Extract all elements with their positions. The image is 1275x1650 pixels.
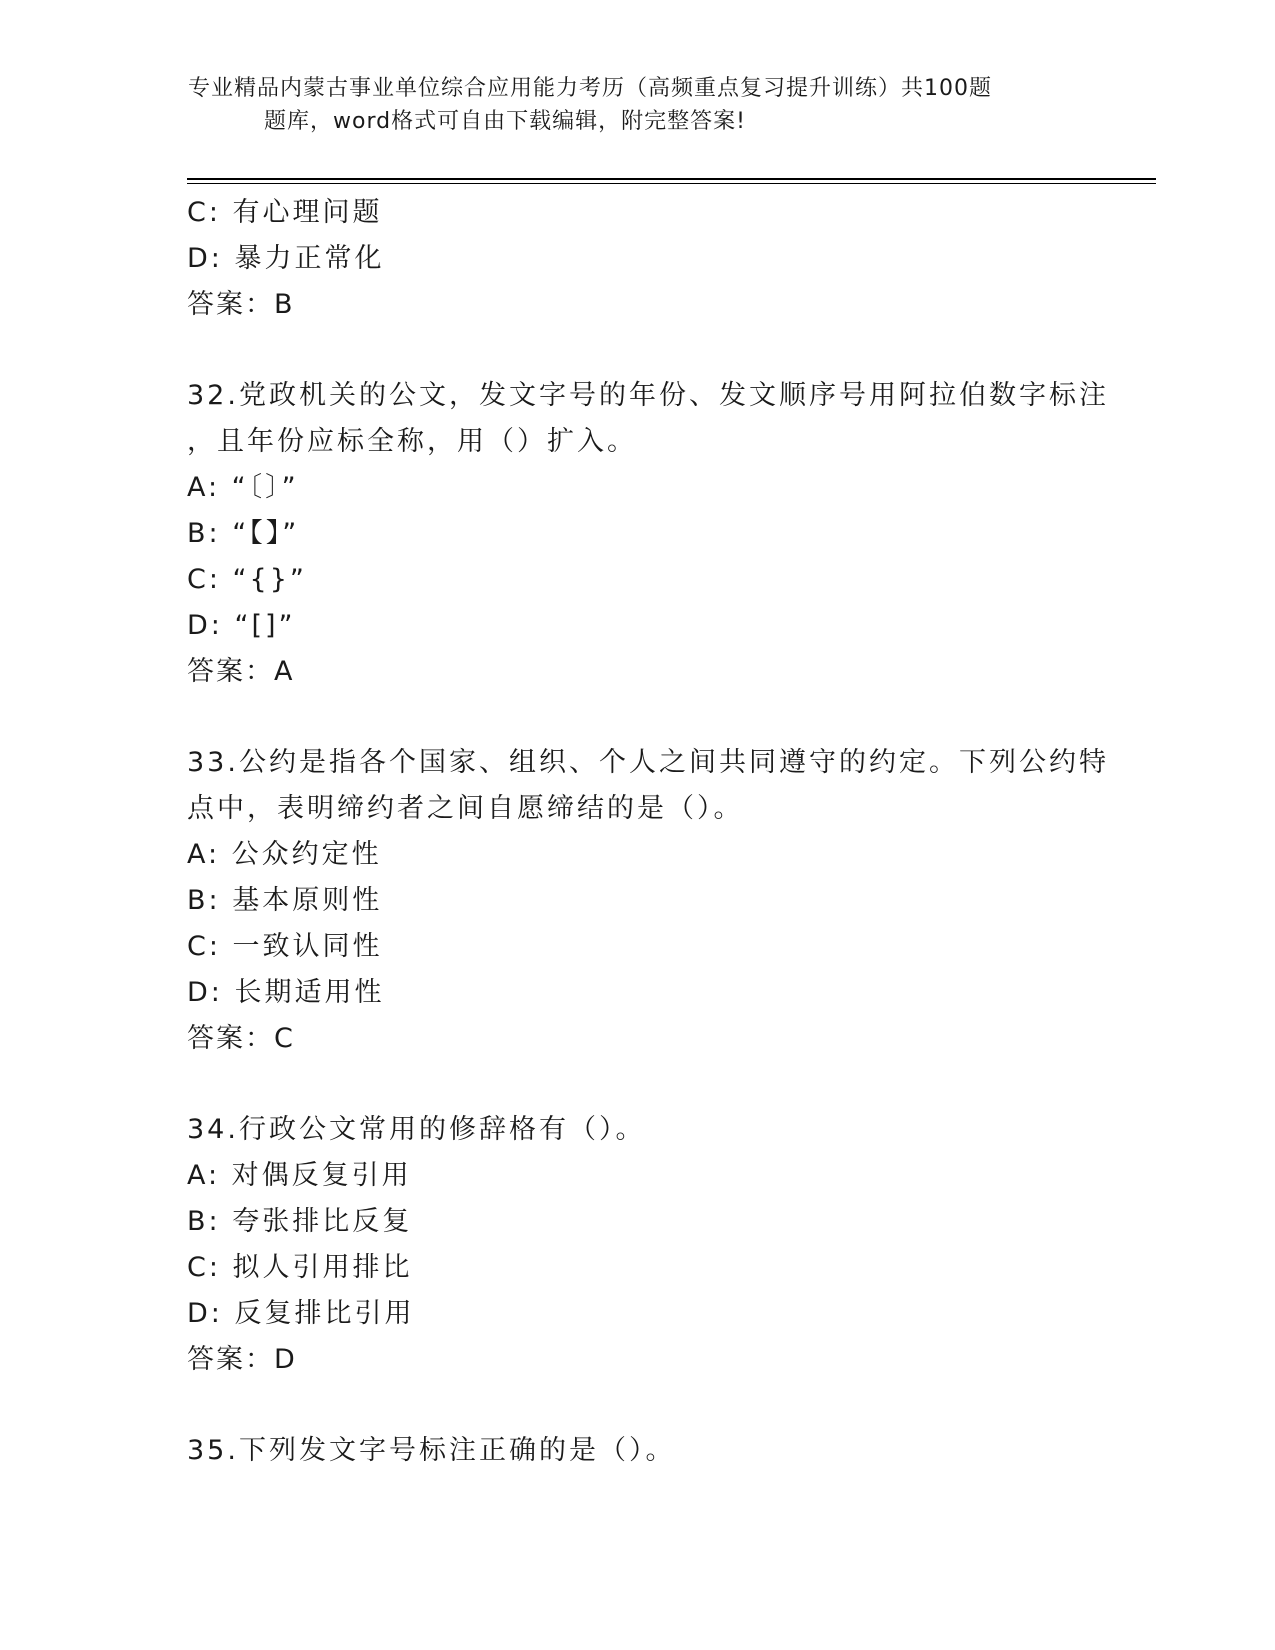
header-title-line1: 专业精品内蒙古事业单位综合应用能力考历（高频重点复习提升训练）共100题 bbox=[188, 76, 992, 101]
question-text: 35.下列发文字号标注正确的是（）。 bbox=[187, 1435, 676, 1466]
option-b: B: “【】” bbox=[187, 518, 300, 549]
option-d: D: 暴力正常化 bbox=[187, 243, 385, 274]
question-34 bbox=[187, 1107, 1107, 1383]
header-divider-thick bbox=[187, 178, 1156, 180]
option-b: B: 基本原则性 bbox=[187, 885, 383, 916]
answer-label: 答案：D bbox=[187, 1344, 297, 1375]
spacer bbox=[187, 1062, 1107, 1107]
option-a: A: 对偶反复引用 bbox=[187, 1160, 412, 1191]
answer-label: 答案：A bbox=[187, 656, 295, 687]
question-32 bbox=[187, 373, 1107, 695]
spacer bbox=[187, 328, 1107, 373]
option-c: C: 有心理问题 bbox=[187, 197, 383, 228]
answer-label: 答案：B bbox=[187, 289, 295, 320]
spacer bbox=[187, 695, 1107, 740]
option-b: B: 夸张排比反复 bbox=[187, 1206, 413, 1237]
question-text-continued: ，且年份应标全称，用（）扩入。 bbox=[187, 426, 637, 457]
question-text: 33.公约是指各个国家、组织、个人之间共同遵守的约定。下列公约特 bbox=[187, 747, 1109, 778]
option-a: A: “〔〕” bbox=[187, 472, 299, 503]
question-35 bbox=[187, 1428, 1107, 1474]
header-title-line2: 题库，word格式可自由下载编辑，附完整答案! bbox=[264, 109, 746, 134]
question-33 bbox=[187, 740, 1107, 1062]
option-c: C: 拟人引用排比 bbox=[187, 1252, 413, 1283]
option-c: C: “{}” bbox=[187, 564, 307, 595]
question-text: 32.党政机关的公文，发文字号的年份、发文顺序号用阿拉伯数字标注 bbox=[187, 380, 1109, 411]
option-c: C: 一致认同性 bbox=[187, 931, 383, 962]
question-text-continued: 点中，表明缔约者之间自愿缔结的是（）。 bbox=[187, 793, 744, 824]
option-d: D: 长期适用性 bbox=[187, 977, 385, 1008]
option-d: D: 反复排比引用 bbox=[187, 1298, 415, 1329]
answer-label: 答案：C bbox=[187, 1023, 295, 1054]
question-text: 34.行政公文常用的修辞格有（）。 bbox=[187, 1114, 646, 1145]
document-header bbox=[188, 72, 1088, 138]
question-31-tail bbox=[187, 190, 1107, 328]
question-list bbox=[187, 190, 1107, 1474]
header-divider-thin bbox=[187, 183, 1156, 184]
option-d: D: “[]” bbox=[187, 610, 296, 641]
option-a: A: 公众约定性 bbox=[187, 839, 382, 870]
spacer bbox=[187, 1383, 1107, 1428]
